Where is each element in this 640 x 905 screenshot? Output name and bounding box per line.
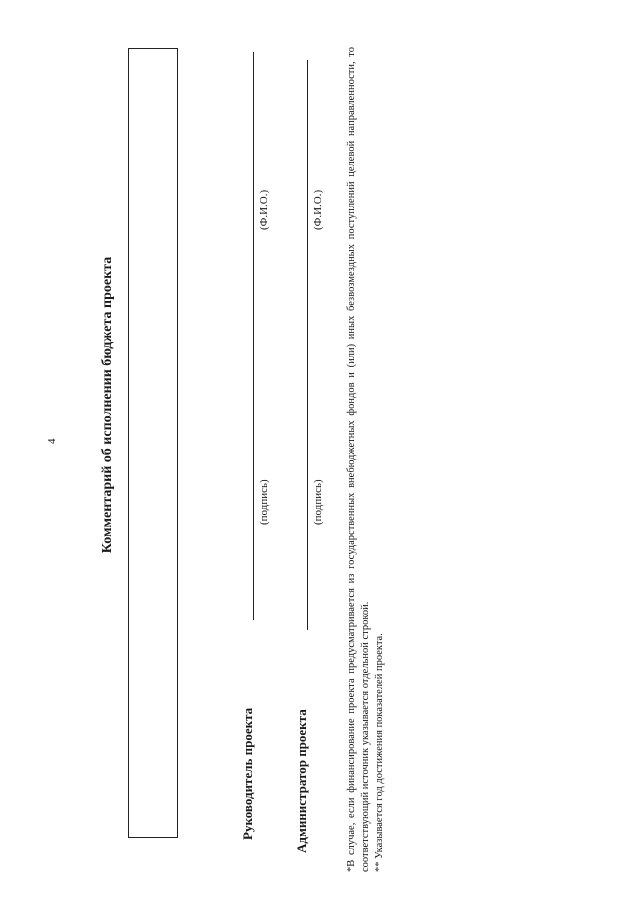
signature-caption-project-administrator: (подпись) bbox=[312, 479, 324, 525]
signature-caption-project-manager: (подпись) bbox=[258, 479, 270, 525]
section-heading: Комментарий об исполнении бюджета проекта bbox=[100, 256, 115, 554]
footnote-2: ** Указывается год достижения показателей проекта. bbox=[374, 633, 385, 872]
signer-title-project-manager: Руководитель проекта bbox=[240, 707, 255, 840]
footnotes bbox=[345, 47, 387, 872]
footnote-1: *В случае, если финансирование проекта предусматривается из государственных внебюджетных фондов и (или) иных безвозмездных поступлений целевой направленности, то соответствующий источник указывается отдельной строкой. bbox=[346, 47, 371, 872]
signature-line-project-administrator bbox=[307, 60, 308, 630]
page-number: 4 bbox=[46, 438, 58, 444]
name-caption-project-manager: (Ф.И.О.) bbox=[258, 189, 270, 230]
signature-line-project-manager bbox=[253, 52, 254, 620]
signer-title-project-administrator: Администратор проекта bbox=[294, 709, 309, 853]
comment-box bbox=[128, 48, 178, 838]
name-caption-project-administrator: (Ф.И.О.) bbox=[312, 189, 324, 230]
